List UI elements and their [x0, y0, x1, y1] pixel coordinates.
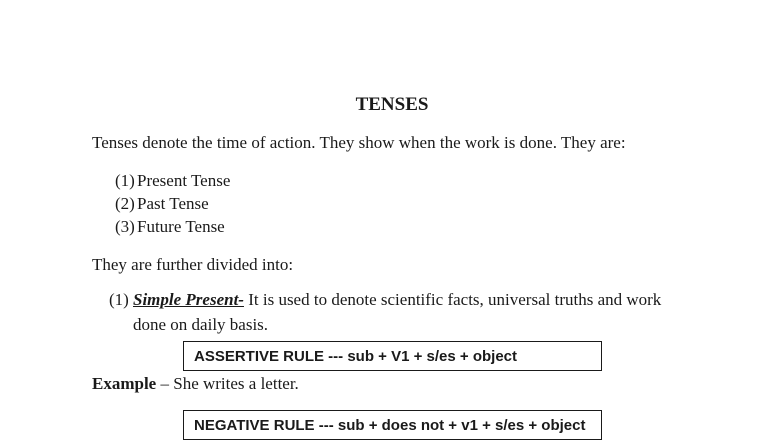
page-title: TENSES	[355, 94, 429, 115]
negative-rule-text: NEGATIVE RULE --- sub + does not + v1 + s/es + object	[194, 416, 586, 434]
example-label: Example	[92, 374, 157, 393]
assertive-rule-text: ASSERTIVE RULE --- sub + V1 + s/es + object	[194, 347, 518, 365]
intro-paragraph: Tenses denote the time of action. They show when the work is done. They are:	[92, 133, 626, 152]
simple-present-title: Simple Present-	[133, 290, 244, 309]
simple-present-item	[109, 290, 661, 310]
list-item	[115, 194, 209, 214]
simple-present-text: It is used to denote scientific facts, universal truths and work	[243, 290, 662, 309]
list-number: (3)	[115, 217, 135, 236]
assertive-rule-box	[183, 341, 602, 371]
simple-present-text-continued: done on daily basis.	[133, 315, 269, 334]
list-item	[115, 171, 230, 191]
list-label: Present Tense	[137, 171, 231, 190]
list-label: Past Tense	[137, 194, 209, 213]
list-number: (2)	[115, 194, 135, 213]
list-label: Future Tense	[137, 217, 225, 236]
further-text: They are further divided into:	[92, 255, 294, 274]
example-line	[92, 374, 299, 394]
example-text: – She writes a letter.	[156, 374, 299, 393]
negative-rule-box	[183, 410, 602, 440]
list-number: (1)	[109, 290, 129, 309]
list-number: (1)	[115, 171, 135, 190]
list-item	[115, 217, 225, 237]
